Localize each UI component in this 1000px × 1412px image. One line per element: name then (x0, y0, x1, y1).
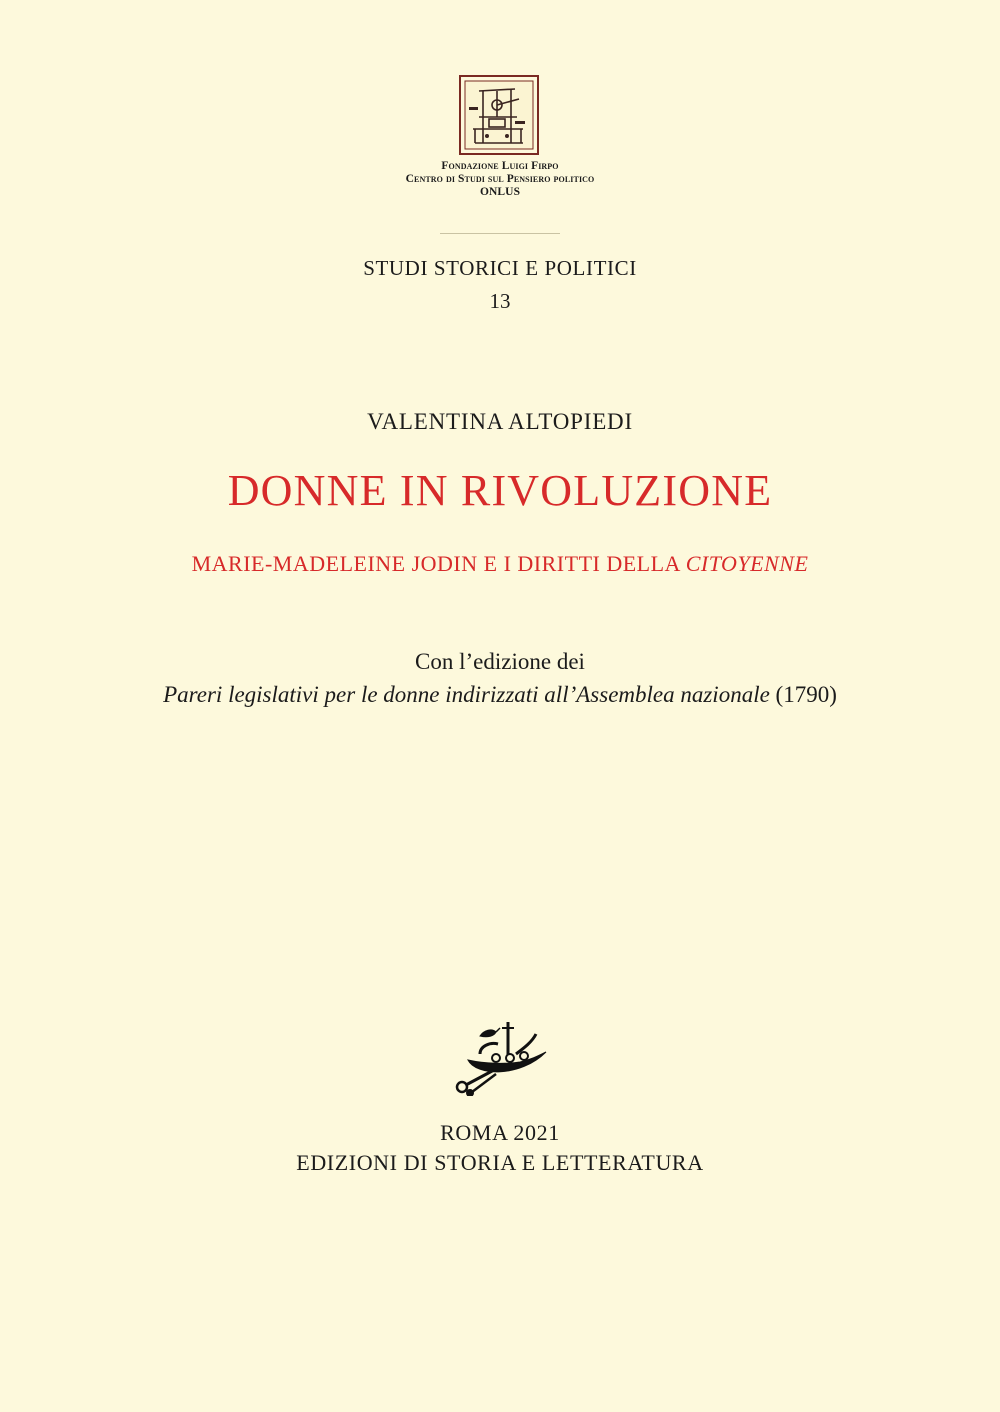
divider-rule (440, 233, 560, 234)
book-title: DONNE IN RIVOLUZIONE (227, 466, 773, 515)
subtitle-italic: CITOYENNE (685, 551, 809, 576)
book-subtitle (0, 551, 1000, 577)
edition-work-title: Pareri legislativi per le donne indirizzati all’Assemblea nazionale (163, 682, 770, 707)
edition-note-line-1: Con l’edizione dei (415, 649, 585, 674)
foundation-name (0, 160, 1000, 199)
foundation-line-3: ONLUS (479, 186, 521, 198)
printing-press-icon (459, 75, 539, 155)
foundation-line-2: Centro di Studi sul Pensiero politico (405, 173, 595, 185)
ship-emblem-icon (450, 1012, 556, 1096)
subtitle-main: MARIE-MADELEINE JODIN E I DIRITTI DELLA (191, 551, 686, 576)
series-number: 13 (489, 289, 511, 313)
series-name: STUDI STORICI E POLITICI (363, 256, 637, 280)
foundation-line-1: Fondazione Luigi Firpo (441, 160, 559, 172)
edition-note-line-2 (0, 682, 1000, 708)
author-name: VALENTINA ALTOPIEDI (367, 409, 633, 434)
publisher-name: EDIZIONI DI STORIA E LETTERATURA (296, 1150, 704, 1175)
edition-year: (1790) (769, 682, 837, 707)
place-and-year: ROMA 2021 (440, 1120, 560, 1145)
